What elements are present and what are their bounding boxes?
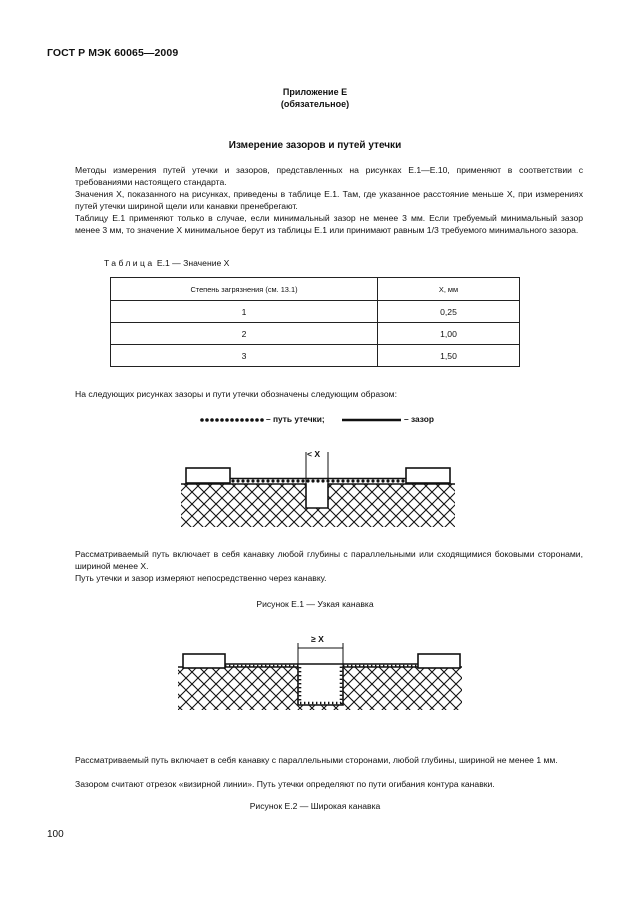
table-cell: 3 (111, 345, 378, 367)
values-table (110, 277, 520, 367)
legend-clearance-label: – зазор (404, 414, 434, 424)
table-cell: 1,00 (378, 323, 520, 345)
figure-1-substrate (181, 484, 455, 527)
table-caption (104, 258, 229, 268)
table-row (111, 323, 520, 345)
appendix-heading (0, 86, 630, 110)
table-cell: 1,50 (378, 345, 520, 367)
paragraph-2-text: Значения X, показанного на рисунках, приведены в таблице Е.1. Там, где указанное расстояние меньше X, при измерениях путей утечки шириной щели или канавки пренебрегают. (75, 189, 583, 211)
table-cell: 1 (111, 301, 378, 323)
legend-creepage-label: – путь утечки; (266, 414, 325, 424)
figure-1-right-conductor (406, 468, 450, 483)
figure-1-text-2: Путь утечки и зазор измеряют непосредственно через канавку. (75, 573, 327, 583)
figure-1-text-1: Рассматриваемый путь включает в себя канавку любой глубины с параллельными или сходящимися боковыми сторонами, шириной менее X. (75, 549, 583, 571)
figure-1-surface (181, 484, 455, 508)
figure-2-dimension-label: ≥ X (311, 634, 324, 644)
table-header-x: X, мм (378, 278, 520, 301)
figure-1-creepage-path (231, 479, 404, 482)
figure-2-left-conductor (183, 654, 225, 668)
figure-2-creepage-path (225, 666, 418, 703)
page-number: 100 (47, 829, 64, 840)
figure-1-caption: Рисунок Е.1 — Узкая канавка (256, 599, 374, 609)
appendix-title: Приложение Е (282, 87, 348, 97)
figure-1-dimension-label: < X (307, 449, 321, 459)
figure-2-substrate (178, 667, 462, 710)
table-row (111, 301, 520, 323)
table-cell: 0,25 (378, 301, 520, 323)
figure-1-left-conductor (186, 468, 230, 483)
paragraph-3-text: Таблицу Е.1 применяют только в случае, если минимальный зазор не менее 3 мм. Если требуемый минимальный зазор менее 3 мм, то значение X минимальное берут из таблицы Е.1 или принимают равным 1/3 требуемого минимального зазора. (75, 213, 583, 235)
paragraph-1 (75, 165, 583, 189)
section-title: Измерение зазоров и путей утечки (228, 140, 402, 151)
figure-2-text-2: Зазором считают отрезок «визирной линии». Путь утечки определяют по пути огибания контура канавки. (75, 779, 495, 789)
document-header: ГОСТ Р МЭК 60065—2009 (47, 47, 179, 59)
figure-2-surface (178, 667, 462, 705)
legend-intro: На следующих рисунках зазоры и пути утечки обозначены следующим образом: (75, 389, 397, 399)
table-header-row (111, 278, 520, 301)
table-caption-rest: Е.1 — Значение X (156, 258, 230, 268)
figure-2-right-conductor (418, 654, 460, 668)
paragraph-1-text: Методы измерения путей утечки и зазоров, представленных на рисунках Е.1—Е.10, применяют в соответствии с требованиями настоящего стандарта. (75, 165, 583, 187)
table-caption-word: Таблица (104, 258, 155, 268)
figure-2-text-1: Рассматриваемый путь включает в себя канавку с параллельными сторонами, любой глубины, шириной не менее 1 мм. (75, 755, 558, 765)
table-row (111, 345, 520, 367)
table-cell: 2 (111, 323, 378, 345)
paragraph-2 (75, 189, 583, 213)
table-header-pollution: Степень загрязнения (см. 13.1) (111, 278, 378, 301)
legend (199, 414, 449, 428)
creepage-dots-icon (200, 418, 264, 422)
appendix-status: (обязательное) (280, 99, 350, 109)
paragraph-3 (75, 213, 583, 237)
figure-2-caption: Рисунок Е.2 — Широкая канавка (249, 801, 381, 811)
